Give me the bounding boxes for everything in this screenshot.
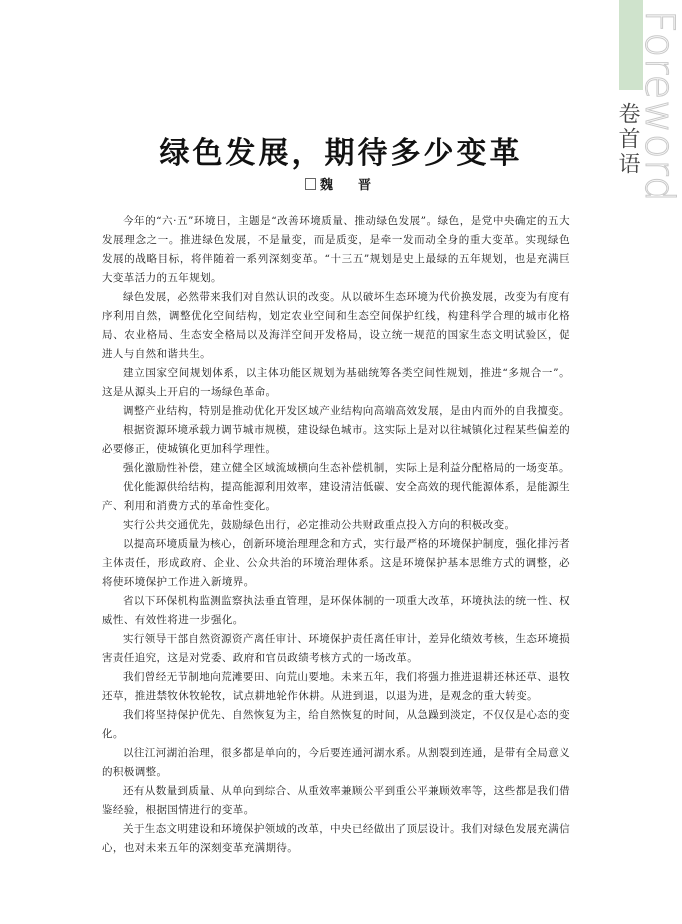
paragraph: 以提高环境质量为核心，创新环境治理理念和方式，实行最严格的环境保护制度，强化排污者主体责任，形成政府、企业、公众共治的环境治理体系。这是环境保护基本思维方式的调整，必将使环境保护工作进入新境界。 (102, 538, 570, 588)
paragraph: 优化能源供给结构，提高能源利用效率，建设清洁低碳、安全高效的现代能源体系，是能源生产、利用和消费方式的革命性变化。 (102, 481, 570, 512)
article-title: 绿色发展，期待多少变革 (159, 136, 523, 172)
article-body (102, 212, 570, 858)
author-name: 魏 晋 (319, 178, 377, 193)
paragraph: 根据资源环境承载力调节城市规模，建设绿色城市。这实际上是对以往城镇化过程某些偏差的必要修正，使城镇化更加科学理性。 (102, 424, 570, 455)
paragraph: 建立国家空间规划体系，以主体功能区规划为基础统筹各类空间性规划，推进“多规合一”。这是从源头上开启的一场绿色革命。 (102, 367, 570, 398)
paragraph: 关于生态文明建设和环境保护领域的改革，中央已经做出了顶层设计。我们对绿色发展充满信心，也对未来五年的深刻变革充满期待。 (102, 823, 570, 854)
paragraph: 还有从数量到质量、从单向到综合、从重效率兼顾公平到重公平兼顾效率等，这些都是我们借鉴经验，根据国情进行的变革。 (102, 785, 570, 816)
paragraph: 以往江河湖泊治理，很多都是单向的，今后要连通河湖水系。从割裂到连通，是带有全局意义的积极调整。 (102, 747, 570, 778)
paragraph: 实行公共交通优先，鼓励绿色出行，必定推动公共财政重点投入方向的积极改变。 (123, 519, 516, 531)
foreword-chinese-label: 卷首语 (615, 102, 640, 177)
paragraph: 我们曾经无节制地向荒滩要田、向荒山要地。未来五年，我们将强力推进退耕还林还草、退牧还草，推进禁牧休牧轮牧，试点耕地轮作休耕。从进到退，以退为进，是观念的重大转变。 (102, 671, 570, 702)
paragraph: 实行领导干部自然资源资产离任审计、环境保护责任离任审计，差异化绩效考核，生态环境损害责任追究，这是对党委、政府和官员政绩考核方式的一场改革。 (102, 633, 570, 664)
author-byline (0, 174, 682, 193)
paragraph: 强化激励性补偿，建立健全区域流域横向生态补偿机制，实际上是利益分配格局的一场变革。 (123, 462, 570, 474)
paragraph: 调整产业结构，特别是推动优化开发区域产业结构向高端高效发展，是由内而外的自我擅变。 (123, 405, 570, 417)
foreword-english-label: Foreword (636, 10, 682, 203)
paragraph: 我们将坚持保护优先、自然恢复为主，给自然恢复的时间，从急躁到淡定，不仅仅是心态的变化。 (102, 709, 570, 740)
byline-box-icon (305, 178, 316, 190)
paragraph: 省以下环保机构监测监察执法垂直管理，是环保体制的一项重大改革，环境执法的统一性、权威性、有效性将进一步强化。 (102, 595, 570, 626)
paragraph: 今年的“六·五”环境日，主题是“改善环境质量、推动绿色发展”。绿色，是党中央确定的五大发展理念之一。推进绿色发展，不是量变，而是质变，是牵一发而动全身的重大变革。实现绿色发展的战略目标，将伴随着一系列深刻变革。“十三五”规划是史上最绿的五年规划，也是充满巨大变革活力的五年规划。 (102, 215, 570, 284)
paragraph: 绿色发展，必然带来我们对自然认识的改变。从以破坏生态环境为代价换发展，改变为有度有序利用自然，调整优化空间结构，划定农业空间和生态空间保护红线，构建科学合理的城市化格局、农业格局、生态安全格局以及海洋空间开发格局，设立统一规范的国家生态文明试验区，促进人与自然和谐共生。 (102, 291, 570, 360)
